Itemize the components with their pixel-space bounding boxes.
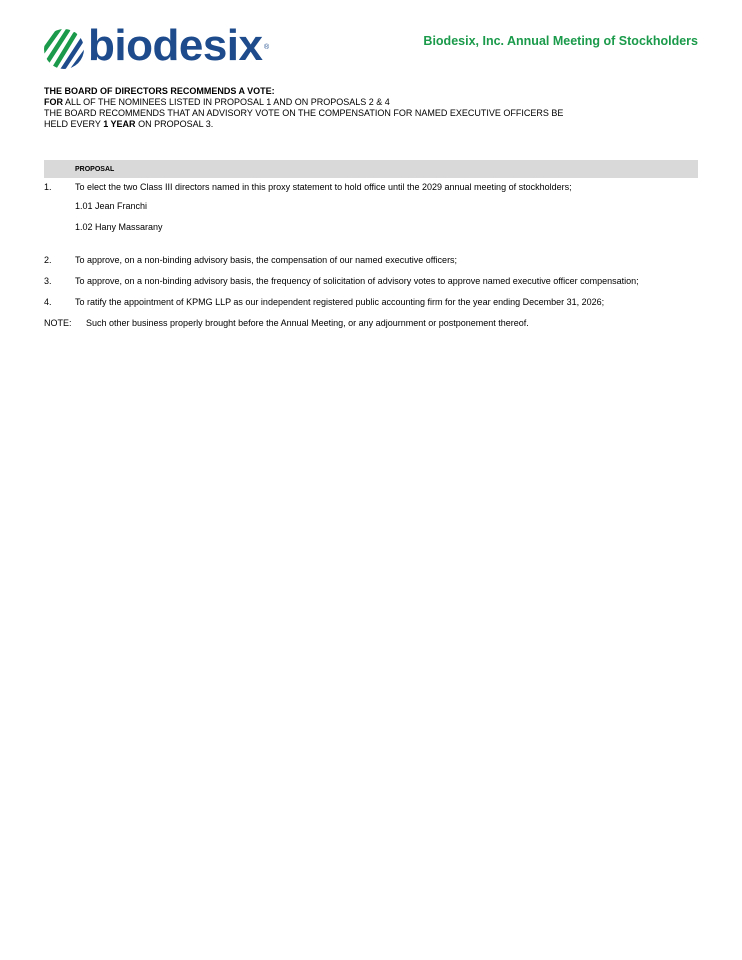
frequency-value: 1 YEAR [103, 119, 136, 129]
nominee-item: 1.01 Jean Franchi [75, 201, 148, 211]
proposal-number: 4. [44, 297, 52, 307]
for-text: ALL OF THE NOMINEES LISTED IN PROPOSAL 1 AND ON PROPOSALS 2 & 4 [63, 97, 390, 107]
proposal-text: To elect the two Class III directors named in this proxy statement to hold office until the 2029 annual meeting of stockholders; [75, 182, 572, 192]
recommendation-line-advisory: THE BOARD RECOMMENDS THAT AN ADVISORY VOTE ON THE COMPENSATION FOR NAMED EXECUTIVE OFFICERS BE [44, 108, 564, 118]
proposal-text: To ratify the appointment of KPMG LLP as our independent registered public accounting firm for the year ending December 31, 2026; [75, 297, 605, 307]
recommendation-heading: THE BOARD OF DIRECTORS RECOMMENDS A VOTE: [44, 86, 275, 96]
for-label: FOR [44, 97, 63, 107]
proposal-number: 3. [44, 276, 52, 286]
proposal-header-label: PROPOSAL [75, 166, 115, 173]
board-recommendations [44, 86, 664, 130]
proposal-header-bar [44, 160, 698, 178]
frequency-prefix: HELD EVERY [44, 119, 104, 129]
proposal-text: To approve, on a non-binding advisory basis, the compensation of our named executive officers; [75, 255, 458, 265]
proposal-number: 1. [44, 182, 52, 192]
note-label: NOTE: [44, 318, 72, 328]
frequency-suffix: ON PROPOSAL 3. [135, 119, 214, 129]
company-logo [42, 21, 272, 72]
biodesix-stripes-icon [42, 26, 86, 72]
meeting-title: Biodesix, Inc. Annual Meeting of Stockholders [423, 34, 698, 48]
proposal-number: 2. [44, 255, 52, 265]
proposal-text: To approve, on a non-binding advisory basis, the frequency of solicitation of advisory votes to approve named executive officer compensation; [75, 276, 639, 286]
recommendation-line-for [44, 97, 664, 108]
logo-wordmark: biodesix [88, 21, 263, 70]
note-text: Such other business properly brought before the Annual Meeting, or any adjournment or postponement thereof. [86, 318, 529, 328]
registered-mark: ® [264, 44, 270, 51]
recommendation-line-frequency [44, 119, 664, 130]
nominee-item: 1.02 Hany Massarany [75, 222, 163, 232]
